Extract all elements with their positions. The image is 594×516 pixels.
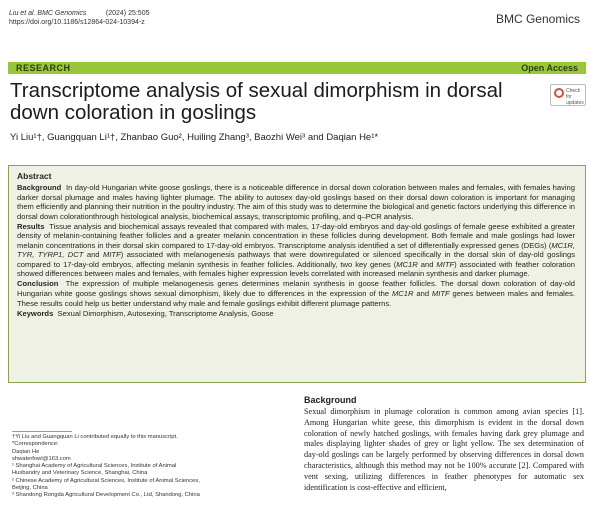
affiliation-1-cont: Husbandry and Veterinary Science, Shanghai, China	[12, 470, 148, 477]
check-for-updates-label: Check for updates	[566, 88, 584, 106]
article-type-band	[8, 62, 586, 74]
update-icon	[554, 88, 564, 98]
doi-link[interactable]: https://doi.org/10.1186/s12864-024-10394-z	[9, 19, 145, 26]
check-for-updates-button[interactable]	[550, 84, 586, 106]
journal-citation: et al. BMC Genomics	[20, 10, 87, 17]
background-heading: Background	[304, 395, 357, 405]
background-label: Background	[17, 183, 62, 192]
abstract-content	[17, 170, 575, 319]
footnotes	[12, 431, 282, 500]
abstract-conclusion: Conclusion The expression of multiple melanogenesis genes determines melanin synthesis in goose feather follicles. The dorsal down coloration of day-old Hungarian white goose goslings shows sexual dimorphism, likely due to differences in the expression of the MC1R and MITF genes between males and females. These results could help us better understand why male and female goslings exhibit different plumage patterns.	[17, 279, 575, 308]
author-list: Yi Liu¹†, Guangquan Li¹†, Zhanbao Guo², Huiling Zhang³, Baozhi Wei³ and Daqian He¹*	[10, 132, 379, 143]
correspondence-name: Daqian He	[12, 448, 40, 455]
background-body: Sexual dimorphism in plumage coloration is common among avian species [1]. Among Hungarian white geese, this dimorphism is evident in the dorsal down coloration of newly hatched goslings, with females having dark grey plumage and males displaying lighter shades of grey or light yellow. The sex determination of day-old goslings can be largely performed by observing differences in dorsal down characteristics, although this method may not be 100% accurate [2]. Compared with vent sexing, utilizing differences in feather phenotypes for automatic sex identification is cost-effective and efficient,	[304, 407, 584, 492]
affiliation-1: ¹ Shanghai Academy of Agricultural Sciences, Institute of Animal	[12, 463, 177, 470]
equal-contribution-note: †Yi Liu and Guangquan Li contributed equally to this manuscript.	[12, 434, 178, 440]
results-label: Results	[17, 221, 45, 231]
abstract-heading: Abstract	[17, 171, 52, 181]
keywords-label: Keywords	[17, 308, 54, 318]
correspondence-email[interactable]: shwaterfowl@163.com	[12, 455, 71, 462]
background-section	[304, 395, 584, 493]
abstract-results: Results Tissue analysis and biochemical assays revealed that compared with males, 17-day-old embryos and day-old goslings of female geese exhibited a greater density of melanin-containing feather follicles and a greater melanin concentration in these follicles during development. Both female and male goslings had lower melanin concentrations in their dorsal skin compared to 17-day-old embryos. Transcriptome analysis identified a set of differentially expressed genes (DEGs) (MC1R, TYR, TYRP1, DCT and MITF) associated with melanogenesis pathways that were downregulated or silenced specifically in the dorsal skin of day-old goslings compared to 17-day-old embryos, affecting melanin synthesis in feather follicles. Additionally, two key genes (MC1R and MITF) associated with feather coloration showed differences between males and females, with females higher expression levels correlated with increased melanin synthesis and darker plumage.	[17, 221, 576, 279]
open-access-label: Open Access	[521, 63, 578, 73]
journal-name: BMC Genomics	[495, 12, 580, 26]
article-type-label: RESEARCH	[16, 63, 71, 73]
citation-line: Liu et al. BMC Genomics (2024) 25:505	[9, 10, 150, 17]
abstract-box	[8, 165, 586, 383]
article-title: Transcriptome analysis of sexual dimorphism in dorsal down coloration in goslings	[10, 79, 503, 124]
affiliation-2: ² Chinese Academy of Agricultural Sciences, Institute of Animal Sciences,	[12, 477, 200, 484]
abstract-keywords: Keywords Sexual Dimorphism, Autosexing, Transcriptome Analysis, Goose	[17, 308, 274, 318]
affiliation-2-cont: Beijing, China	[12, 485, 48, 492]
citation-header	[9, 9, 149, 27]
conclusion-label: Conclusion	[17, 279, 59, 289]
affiliation-3: ³ Shandong Rongda Agricultural Development Co., Ltd, Shandong, China	[12, 492, 200, 499]
volume-info: (2024) 25:505	[105, 10, 150, 17]
correspondence-label: *Correspondence:	[12, 441, 59, 448]
abstract-background: Background In day-old Hungarian white goose goslings, there is a noticeable difference in dorsal down coloration between males and females, with females having darker dorsal plumage and males having lighter plumage. The ability to autosex day-old goslings based on their dorsal down coloration is important for managing them efficiently and planning their nutrition in the poultry industry. The aim of this study was to determine the biological and genetic factors underlying this difference in dorsal down colorationthrough histological analysis, biochemical assays, transcriptomic profiling, and q–PCR analysis.	[17, 183, 575, 221]
footnote-divider	[12, 431, 72, 432]
